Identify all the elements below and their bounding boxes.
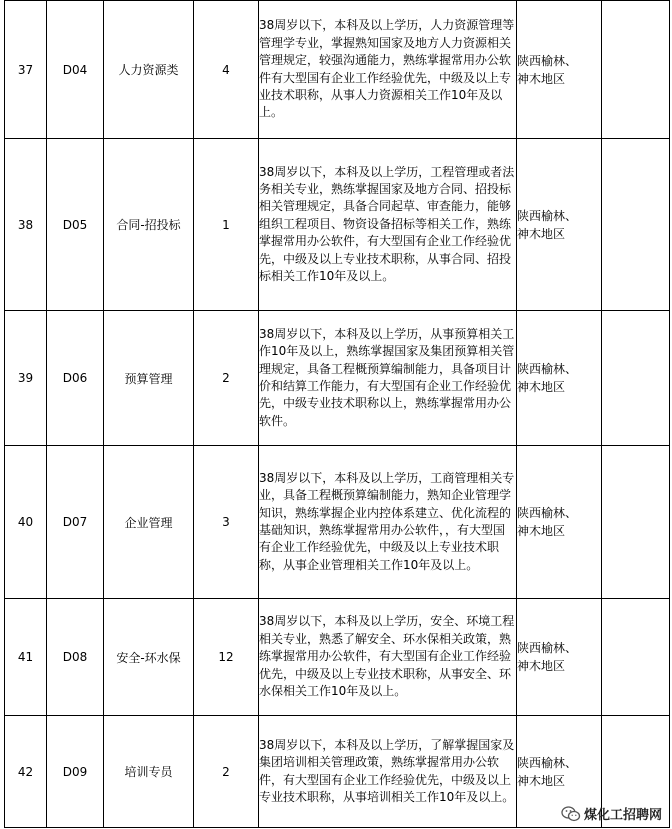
position-requirements: 38周岁以下，本科及以上学历，安全、环境工程相关专业，熟悉了解安全、环水保相关政策，熟练掌握常用办公软件，有大型国有企业工作经验优先，中级及以上专业技术职称，从事安全、环水保相关工作10年及以上。	[259, 599, 517, 716]
location-line-1: 陕西榆林、	[517, 641, 578, 655]
row-number: 39	[5, 311, 47, 446]
table-row	[5, 599, 670, 716]
position-count: 2	[194, 716, 259, 828]
position-code: D05	[47, 139, 104, 311]
position-requirements: 38周岁以下，本科及以上学历，工程管理或者法务相关专业，熟练掌握国家及地方合同、招投标相关管理规定，具备合同起草、审查能力，能够组织工程项目、物资设备招标等相关工作，熟练掌握常用办公软件，有大型国有企业工作经验优先，中级及以上专业技术职称，从事合同、招投标相关工作10年及以上。	[259, 139, 517, 311]
row-number: 40	[5, 446, 47, 599]
position-requirements: 38周岁以下，本科及以上学历，人力资源管理等管理学专业，掌握熟知国家及地方人力资源相关管理规定，较强沟通能力，熟练掌握常用办公软件有大型国有企业工作经验优先，中级及以上专业技术职称，从事人力资源相关工作10年及以上。	[259, 1, 517, 139]
row-number: 42	[5, 716, 47, 828]
location-line-2: 神木地区	[517, 380, 566, 394]
work-location	[517, 311, 602, 446]
work-location	[517, 1, 602, 139]
position-code: D06	[47, 311, 104, 446]
table-row	[5, 139, 670, 311]
position-requirements: 38周岁以下，本科及以上学历，工商管理相关专业，具备工程概预算编制能力，熟知企业管理学知识，熟练掌握企业内控体系建立、优化流程的基础知识，熟练掌握常用办公软件，，有大型国有企业工作经验优先，中级及以上专业技术职称，从事企业管理相关工作10年及以上。	[259, 446, 517, 599]
position-count: 3	[194, 446, 259, 599]
wechat-icon	[561, 806, 581, 822]
job-table	[4, 0, 670, 828]
location-line-2: 神木地区	[517, 659, 566, 673]
position-category: 人力资源类	[104, 1, 194, 139]
location-line-2: 神木地区	[517, 71, 566, 86]
position-code: D07	[47, 446, 104, 599]
position-category: 安全-环水保	[104, 599, 194, 716]
location-line-1: 陕西榆林、	[517, 506, 578, 520]
position-code: D08	[47, 599, 104, 716]
row-number: 38	[5, 139, 47, 311]
position-requirements: 38周岁以下，本科及以上学历，了解掌握国家及集团培训相关管理政策，熟练掌握常用办公软件，有大型国有企业工作经验优先，中级及以上专业技术职称，从事培训相关工作10年及以上。	[259, 716, 517, 828]
row-number: 37	[5, 1, 47, 139]
position-requirements: 38周岁以下，本科及以上学历，从事预算相关工作10年及以上，熟练掌握国家及集团预算相关管理规定，具备工程概预算编制能力，具备项目计价和结算工作能力，有大型国有企业工作经验优先，中级专业技术职称以上，熟练掌握常用办公软件。	[259, 311, 517, 446]
row-number: 41	[5, 599, 47, 716]
work-location	[517, 446, 602, 599]
remarks-cell	[602, 311, 670, 446]
position-code: D04	[47, 1, 104, 139]
table-row	[5, 311, 670, 446]
table-row	[5, 446, 670, 599]
position-count: 4	[194, 1, 259, 139]
location-line-1: 陕西榆林、	[517, 362, 578, 376]
position-count: 12	[194, 599, 259, 716]
watermark-text: 煤化工招聘网	[583, 808, 662, 823]
work-location	[517, 139, 602, 311]
position-category: 培训专员	[104, 716, 194, 828]
remarks-cell	[602, 139, 670, 311]
position-category: 企业管理	[104, 446, 194, 599]
location-line-2: 神木地区	[517, 773, 566, 788]
location-line-2: 神木地区	[517, 524, 566, 538]
position-category: 合同-招投标	[104, 139, 194, 311]
watermark	[561, 804, 662, 823]
position-count: 2	[194, 311, 259, 446]
table-row	[5, 1, 670, 139]
position-category: 预算管理	[104, 311, 194, 446]
remarks-cell	[602, 599, 670, 716]
work-location	[517, 599, 602, 716]
position-code: D09	[47, 716, 104, 828]
location-line-2: 神木地区	[517, 226, 566, 241]
location-line-1: 陕西榆林、	[517, 53, 578, 68]
remarks-cell	[602, 1, 670, 139]
location-line-1: 陕西榆林、	[517, 755, 578, 770]
location-line-1: 陕西榆林、	[517, 208, 578, 223]
position-count: 1	[194, 139, 259, 311]
remarks-cell	[602, 446, 670, 599]
